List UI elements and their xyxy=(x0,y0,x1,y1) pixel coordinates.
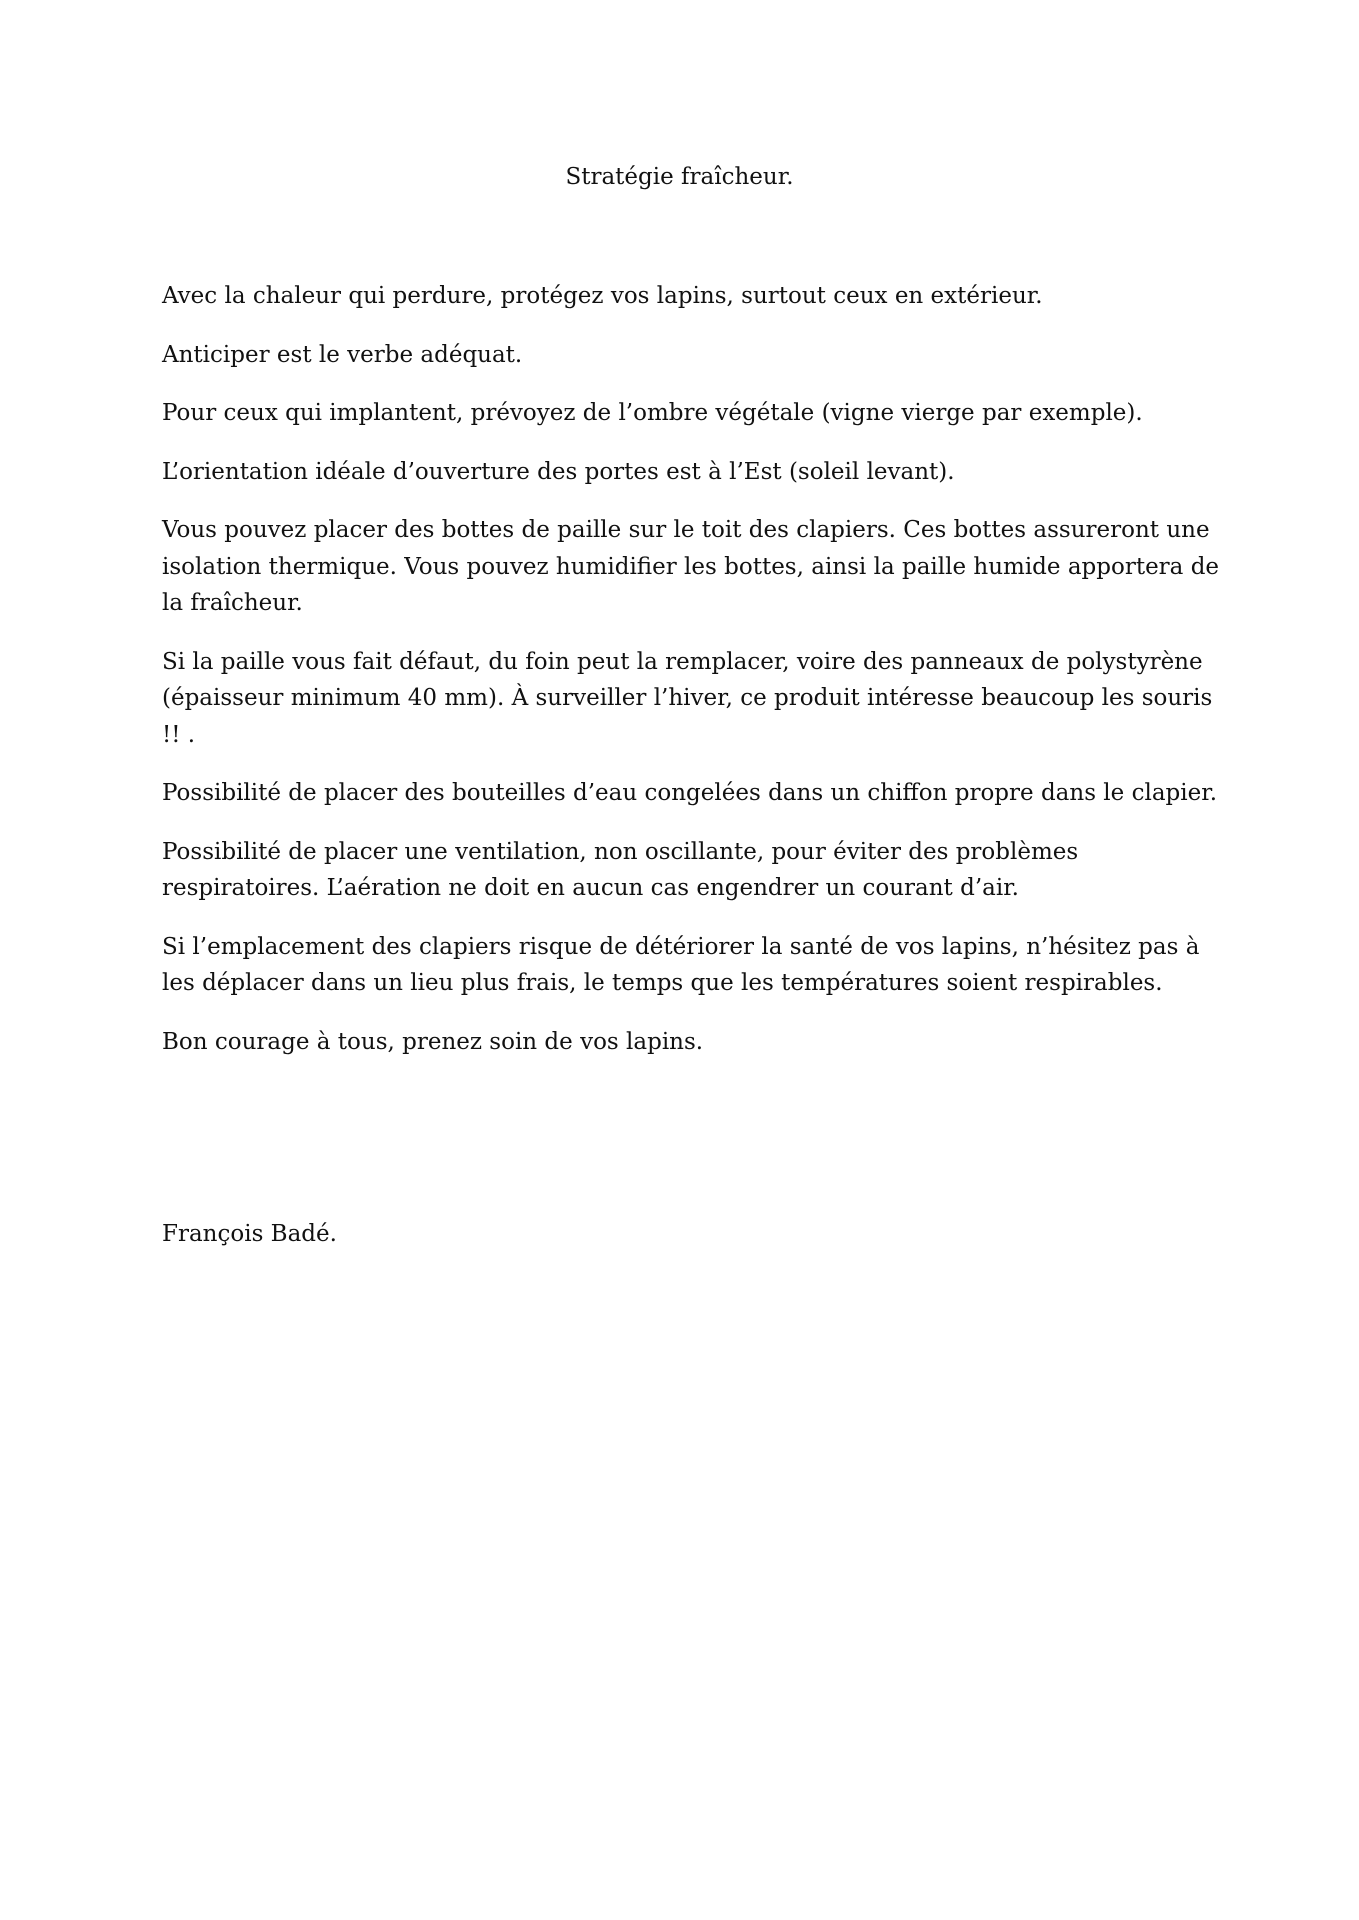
paragraph-closing: Bon courage à tous, prenez soin de vos lapins. xyxy=(162,1028,704,1055)
paragraph-relocation: Si l’emplacement des clapiers risque de détériorer la santé de vos lapins, n’hésitez pas à les déplacer dans un lieu plus frais, le temps que les températures soient respirables. xyxy=(162,933,1200,996)
paragraph-anticipate: Anticiper est le verbe adéquat. xyxy=(162,341,523,368)
paragraph-heat-protection: Avec la chaleur qui perdure, protégez vos lapins, surtout ceux en extérieur. xyxy=(162,283,1043,309)
document-title: Stratégie fraîcheur. xyxy=(565,164,794,190)
paragraph-door-orientation: L’orientation idéale d’ouverture des portes est à l’Est (soleil levant). xyxy=(162,458,955,485)
paragraph-hay-polystyrene: Si la paille vous fait défaut, du foin peut la remplacer, voire des panneaux de polystyrène (épaisseur minimum 40 mm). À surveiller l’hiver, ce produit intéresse beaucoup les souris !! . xyxy=(162,648,1213,748)
paragraph-frozen-bottles: Possibilité de placer des bouteilles d’eau congelées dans un chiffon propre dans le clapier. xyxy=(162,780,1218,806)
document-body xyxy=(162,278,1222,1082)
paragraph-plant-shade: Pour ceux qui implantent, prévoyez de l’ombre végétale (vigne vierge par exemple). xyxy=(162,400,1143,426)
paragraph-ventilation: Possibilité de placer une ventilation, non oscillante, pour éviter des problèmes respiratoires. L’aération ne doit en aucun cas engendrer un courant d’air. xyxy=(162,838,1079,901)
paragraph-straw-bales: Vous pouvez placer des bottes de paille sur le toit des clapiers. Ces bottes assureront une isolation thermique. Vous pouvez humidifier les bottes, ainsi la paille humide apportera de la fraîcheur. xyxy=(162,517,1220,616)
signature: François Badé. xyxy=(162,1221,337,1247)
